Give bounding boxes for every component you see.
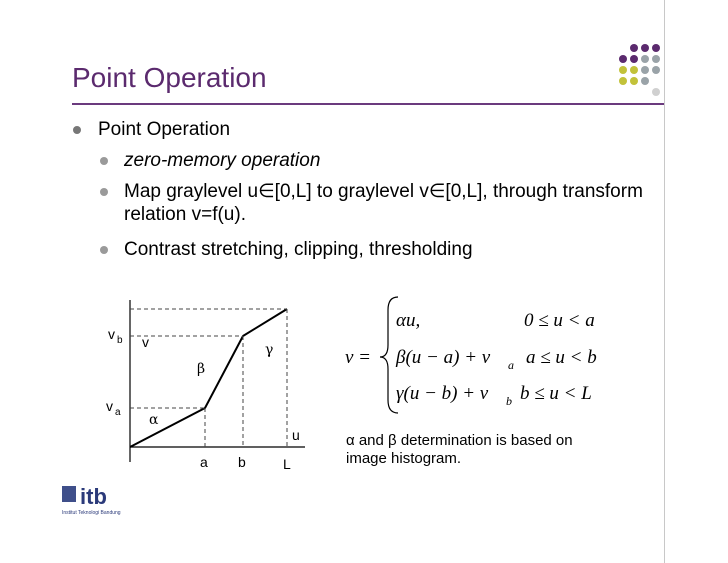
case2-subscript: a bbox=[508, 358, 514, 372]
case3-subscript: b bbox=[506, 394, 512, 408]
histogram-note: α and β determination is based on image histogram. bbox=[346, 432, 573, 467]
case2-expression: β(u − a) + v bbox=[396, 347, 491, 368]
v-label: v bbox=[142, 334, 149, 350]
bullet-text: Contrast stretching, clipping, thresholding bbox=[124, 239, 473, 260]
slide-title: Point Operation bbox=[72, 62, 267, 93]
bullet-text: Map graylevel u∈[0,L] to graylevel v∈[0,L], through transform relation v=f(u). bbox=[124, 181, 643, 225]
logo-text: itb bbox=[80, 484, 107, 509]
case2-condition: a ≤ u < b bbox=[526, 347, 597, 368]
piecewise-equation bbox=[345, 297, 597, 413]
alpha-label: α bbox=[149, 412, 159, 428]
itb-logo-mark bbox=[60, 480, 140, 520]
gamma-label: γ bbox=[265, 342, 274, 358]
vb-label: v bbox=[108, 326, 115, 342]
bullet-text: zero-memory operation bbox=[124, 150, 321, 171]
va-label: v bbox=[106, 398, 113, 414]
case1-condition: 0 ≤ u < a bbox=[524, 310, 595, 331]
va-subscript: a bbox=[115, 407, 121, 418]
itb-logo bbox=[60, 480, 140, 525]
equation-lhs: v = bbox=[345, 347, 372, 368]
beta-label: β bbox=[197, 361, 206, 377]
L-tick-label: L bbox=[283, 456, 291, 472]
case3-condition: b ≤ u < L bbox=[520, 383, 592, 404]
b-tick-label: b bbox=[238, 454, 246, 470]
case3-expression: γ(u − b) + v bbox=[396, 383, 489, 404]
u-label: u bbox=[292, 427, 300, 443]
logo-caption: Institut Teknologi Bandung bbox=[62, 510, 121, 516]
bullet-text: Point Operation bbox=[98, 119, 231, 140]
logo-emblem bbox=[62, 486, 76, 502]
case1-expression: αu, bbox=[396, 310, 421, 331]
vb-subscript: b bbox=[117, 335, 123, 346]
a-tick-label: a bbox=[200, 454, 208, 470]
